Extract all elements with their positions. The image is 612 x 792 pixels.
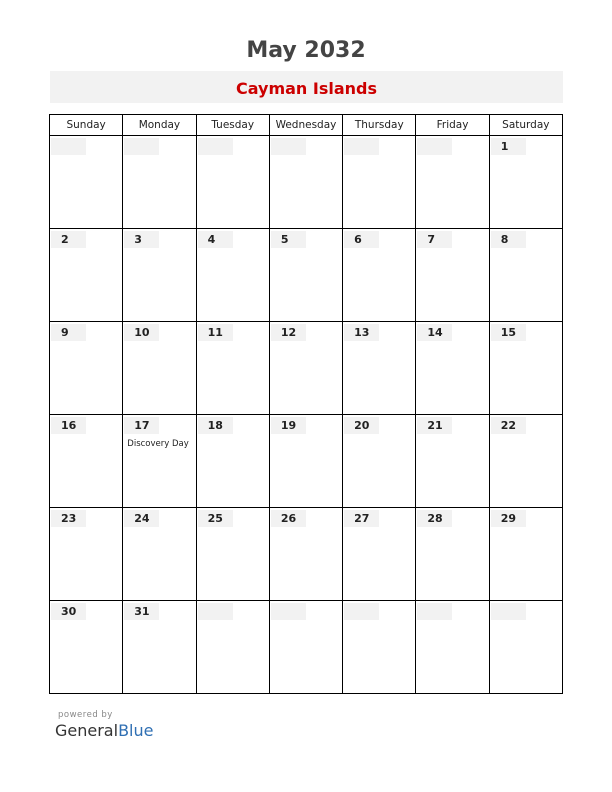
day-cell[interactable] — [269, 229, 342, 322]
day-number — [344, 140, 354, 153]
day-number-box — [491, 324, 526, 341]
day-cell[interactable] — [196, 322, 269, 415]
day-number-box — [491, 138, 526, 155]
day-cell[interactable] — [50, 415, 123, 508]
day-number — [417, 140, 427, 153]
day-number: 1 — [500, 140, 509, 153]
day-cell[interactable] — [343, 508, 416, 601]
day-number: 13 — [354, 326, 370, 339]
brand-logo[interactable] — [55, 721, 153, 740]
day-cell[interactable] — [123, 601, 196, 694]
day-cell[interactable] — [416, 322, 489, 415]
country-name: Cayman Islands — [235, 79, 378, 98]
day-number-box — [417, 138, 452, 155]
day-cell[interactable] — [269, 601, 342, 694]
week-row — [50, 601, 563, 694]
day-number: 9 — [61, 326, 69, 339]
day-number: 6 — [354, 233, 362, 246]
day-number-box — [198, 138, 233, 155]
day-cell[interactable] — [416, 229, 489, 322]
day-number — [417, 605, 427, 618]
day-cell[interactable] — [50, 508, 123, 601]
day-number-box — [198, 231, 233, 248]
calendar-body — [50, 136, 563, 694]
day-number: 19 — [280, 419, 297, 432]
day-number-box — [271, 231, 306, 248]
day-number: 30 — [61, 605, 77, 618]
day-cell[interactable] — [343, 229, 416, 322]
day-number-box — [344, 138, 379, 155]
day-number-box — [271, 138, 306, 155]
day-number-box — [51, 324, 86, 341]
day-number: 7 — [427, 233, 436, 246]
day-cell[interactable] — [269, 136, 342, 229]
brand-blue: Blue — [118, 721, 154, 740]
day-number: 5 — [280, 233, 289, 246]
weekday-header-row — [50, 115, 563, 136]
holiday-label: Discovery Day — [127, 439, 189, 449]
day-cell[interactable] — [50, 136, 123, 229]
day-cell[interactable] — [196, 601, 269, 694]
day-cell[interactable] — [343, 601, 416, 694]
day-cell[interactable] — [343, 415, 416, 508]
day-number: 22 — [500, 419, 516, 432]
day-cell[interactable] — [489, 229, 562, 322]
day-number-box — [51, 603, 86, 620]
week-row — [50, 229, 563, 322]
day-number — [344, 605, 354, 618]
country-banner — [50, 71, 563, 103]
day-cell[interactable] — [269, 322, 342, 415]
day-number-box — [271, 417, 306, 434]
day-number: 20 — [354, 419, 370, 432]
day-number: 18 — [207, 419, 223, 432]
day-cell[interactable] — [343, 322, 416, 415]
day-cell[interactable] — [269, 508, 342, 601]
day-number: 2 — [61, 233, 69, 246]
day-cell[interactable] — [50, 229, 123, 322]
day-cell[interactable] — [489, 415, 562, 508]
weekday-saturday: Saturday — [489, 115, 562, 136]
week-row — [50, 322, 563, 415]
day-number-box — [198, 603, 233, 620]
day-number: 21 — [427, 419, 443, 432]
day-cell[interactable] — [416, 601, 489, 694]
weekday-tuesday: Tuesday — [196, 115, 269, 136]
day-number-box — [417, 324, 452, 341]
day-number: 4 — [207, 233, 216, 246]
day-number-box — [344, 417, 379, 434]
day-number-box — [491, 603, 526, 620]
day-number: 16 — [61, 419, 77, 432]
day-number — [198, 140, 208, 153]
day-number: 27 — [354, 512, 370, 525]
day-number — [124, 140, 134, 153]
week-row — [50, 415, 563, 508]
day-number: 10 — [134, 326, 150, 339]
day-number-box — [198, 510, 233, 527]
day-number — [51, 140, 61, 153]
day-cell[interactable] — [343, 136, 416, 229]
day-cell[interactable] — [196, 136, 269, 229]
day-number-box — [344, 603, 379, 620]
day-number-box — [417, 231, 452, 248]
calendar — [49, 114, 563, 699]
day-number-box — [124, 510, 159, 527]
day-number-box — [491, 417, 526, 434]
powered-by-text: powered by — [58, 710, 113, 720]
day-cell[interactable] — [489, 508, 562, 601]
calendar-grid — [49, 114, 563, 694]
week-row — [50, 136, 563, 229]
day-cell[interactable] — [489, 322, 562, 415]
day-number-box — [51, 231, 86, 248]
day-cell[interactable] — [416, 415, 489, 508]
day-number: 28 — [427, 512, 443, 525]
day-cell[interactable] — [489, 136, 562, 229]
day-cell[interactable] — [196, 508, 269, 601]
day-number-box — [198, 324, 233, 341]
day-number — [491, 605, 501, 618]
day-cell[interactable] — [123, 322, 196, 415]
day-number-box — [417, 510, 452, 527]
day-cell[interactable] — [123, 229, 196, 322]
weekday-thursday: Thursday — [343, 115, 416, 136]
day-cell[interactable] — [50, 601, 123, 694]
day-cell[interactable] — [416, 508, 489, 601]
day-number: 11 — [207, 326, 223, 339]
weekday-sunday: Sunday — [50, 115, 123, 136]
day-number-box — [124, 417, 159, 434]
day-number: 25 — [207, 512, 223, 525]
day-cell[interactable] — [123, 508, 196, 601]
day-cell[interactable] — [269, 415, 342, 508]
weekday-friday: Friday — [416, 115, 489, 136]
day-cell[interactable] — [123, 415, 196, 508]
day-number-box — [417, 603, 452, 620]
day-number-box — [344, 510, 379, 527]
day-number: 24 — [134, 512, 150, 525]
day-number-box — [51, 417, 86, 434]
day-number-box — [198, 417, 233, 434]
day-number-box — [51, 510, 86, 527]
day-number-box — [124, 231, 159, 248]
week-row — [50, 508, 563, 601]
day-number: 29 — [500, 512, 516, 525]
day-number-box — [271, 324, 306, 341]
day-number — [271, 140, 281, 153]
day-number: 12 — [280, 326, 297, 339]
day-cell[interactable] — [50, 322, 123, 415]
day-number-box — [124, 138, 159, 155]
day-cell[interactable] — [489, 601, 562, 694]
day-number-box — [491, 231, 526, 248]
weekday-wednesday: Wednesday — [269, 115, 342, 136]
day-cell[interactable] — [196, 415, 269, 508]
day-number: 17 — [134, 419, 150, 432]
day-number-box — [344, 324, 379, 341]
day-number-box — [271, 510, 306, 527]
day-number-box — [271, 603, 306, 620]
day-number — [271, 605, 281, 618]
day-number: 15 — [500, 326, 516, 339]
day-number-box — [344, 231, 379, 248]
day-number: 31 — [134, 605, 150, 618]
day-number-box — [417, 417, 452, 434]
day-number: 8 — [500, 233, 509, 246]
day-number-box — [51, 138, 86, 155]
day-number: 23 — [61, 512, 77, 525]
day-number: 14 — [427, 326, 443, 339]
weekday-monday: Monday — [123, 115, 196, 136]
day-number-box — [491, 510, 526, 527]
day-number: 26 — [280, 512, 297, 525]
day-cell[interactable] — [416, 136, 489, 229]
day-number-box — [124, 603, 159, 620]
day-cell[interactable] — [196, 229, 269, 322]
day-number — [198, 605, 208, 618]
page-title: May 2032 — [246, 38, 366, 63]
brand-general: General — [55, 721, 119, 740]
day-number: 3 — [134, 233, 142, 246]
day-cell[interactable] — [123, 136, 196, 229]
day-number-box — [124, 324, 159, 341]
